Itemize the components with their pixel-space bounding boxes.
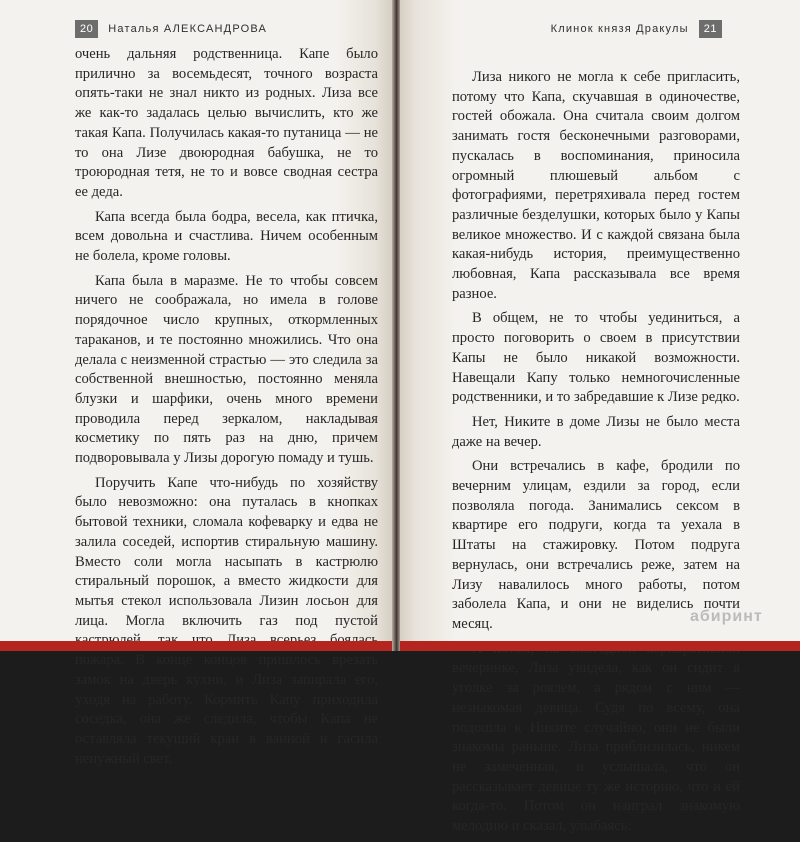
labirint-watermark: абиринт [690, 608, 763, 625]
left-page-number: 20 [75, 20, 98, 38]
left-page-bottom-edge [0, 641, 392, 651]
left-paragraph: Поручить Капе что-нибудь по хозяйству было невозможно: она путалась в кнопках бытовой техники, сломала кофеварку и едва не залила соседей, испортив стиральную машину. Вместо соли могла насыпать в кастрюлю стиральный порошок, а вместо жидкости для мытья стекол использовала Лизин лосьон для лица. Могла включить газ под пустой пожара. В конце концов пришлось врезать замок на дверь кухни, и Лиза запирала его, уходя на работу. Кормить Капу приходила соседка, она же следила, чтобы Капа не оставляла текущий кран в ванной и гасила ненужный свет. [75, 474, 378, 767]
book-gutter [392, 0, 400, 651]
right-page-number: 21 [699, 20, 722, 38]
right-paragraph: Нет, Никите в доме Лизы не было места даже на вечер. [452, 413, 740, 450]
left-page [0, 0, 392, 767]
right-paragraph: Лиза никого не могла к себе пригласить, потому что Капа, скучавшая в одиночестве, гостей обожала. Она считала своим долгом занимать гостя бесконечными разговорами, пускалась в воспоминания, приносила огромный плюшевый альбом с фотографиями, перетряхивала перед гостем различные безделушки, которых было у Капы великое множество. И с каждой связана была какая-нибудь история, преимущественно любовная, Капа рассказывала все время разное. [452, 69, 740, 302]
right-body-text [452, 68, 740, 842]
right-paragraph: вечеринке, Лиза увидела, как он сидит в уголке за роялем, а рядом с ним — незнакомая девица. Судя по всему, она подошла к Никите случайно, они не были знакомы раньше. Лиза приблизилась, никем не замеченная, и услышала, что он рассказывает девице ту же историю, что и ей когда-то. Потом он наиграл знакомую мелодию и сказал, улыбаясь: [452, 660, 740, 835]
left-header-author: Наталья АЛЕКСАНДРОВА [108, 23, 268, 35]
left-paragraph: очень дальняя родственница. Капе было прилично за восемьдесят, точного возраста опять-таки не знал никто из родных. Лиза все же как-то задалась целью вычислить, кто же такая Капа. Получилась какая-то путаница — не то она Лизе двоюродная бабушка, не то троюродная тетя, не то и вовсе сводная сестра ее деда. [75, 46, 378, 200]
left-running-header [75, 18, 267, 40]
right-running-header [551, 18, 722, 40]
left-body-text [75, 45, 378, 774]
right-header-title: Клинок князя Дракулы [550, 23, 689, 35]
right-paragraph: Они встречались в кафе, бродили по вечерним улицам, ездили за город, если позволяла погода. Занимались сексом в квартире его подруги, когда та уехала в Штаты на стажировку. Потом подруга вернулась, они встречались реже, затем на Лизу навалилось много работы, потом заболела Капа, и они не виделись почти месяц. [452, 458, 740, 632]
left-paragraph: Капа была в маразме. Не то чтобы совсем ничего не соображала, но имела в голове порядочное число крупных, откормленных тараканов, и те постоянно множились. Что она делала с неизменной страстью — это следила за собственной внешностью, постоянно меняла блузки и шарфики, очень много времени проводила перед зеркалом, накладывая косметику по пять раз на дню, причем подворовывала у Лизы дорогую помаду и тушь. [75, 272, 378, 467]
left-paragraph: Капа всегда была бодра, весела, как птичка, всем довольна и счастлива. Ничем особенным не болела, кроме головы. [75, 208, 378, 265]
right-paragraph: В общем, не то чтобы уединиться, а просто поговорить о своем в присутствии Капы не было никакой возможности. Навещали Капу только немногочисленные родственники, и то забредавшие к Лизе редко. [452, 310, 740, 406]
right-page-bottom-edge [400, 641, 800, 651]
